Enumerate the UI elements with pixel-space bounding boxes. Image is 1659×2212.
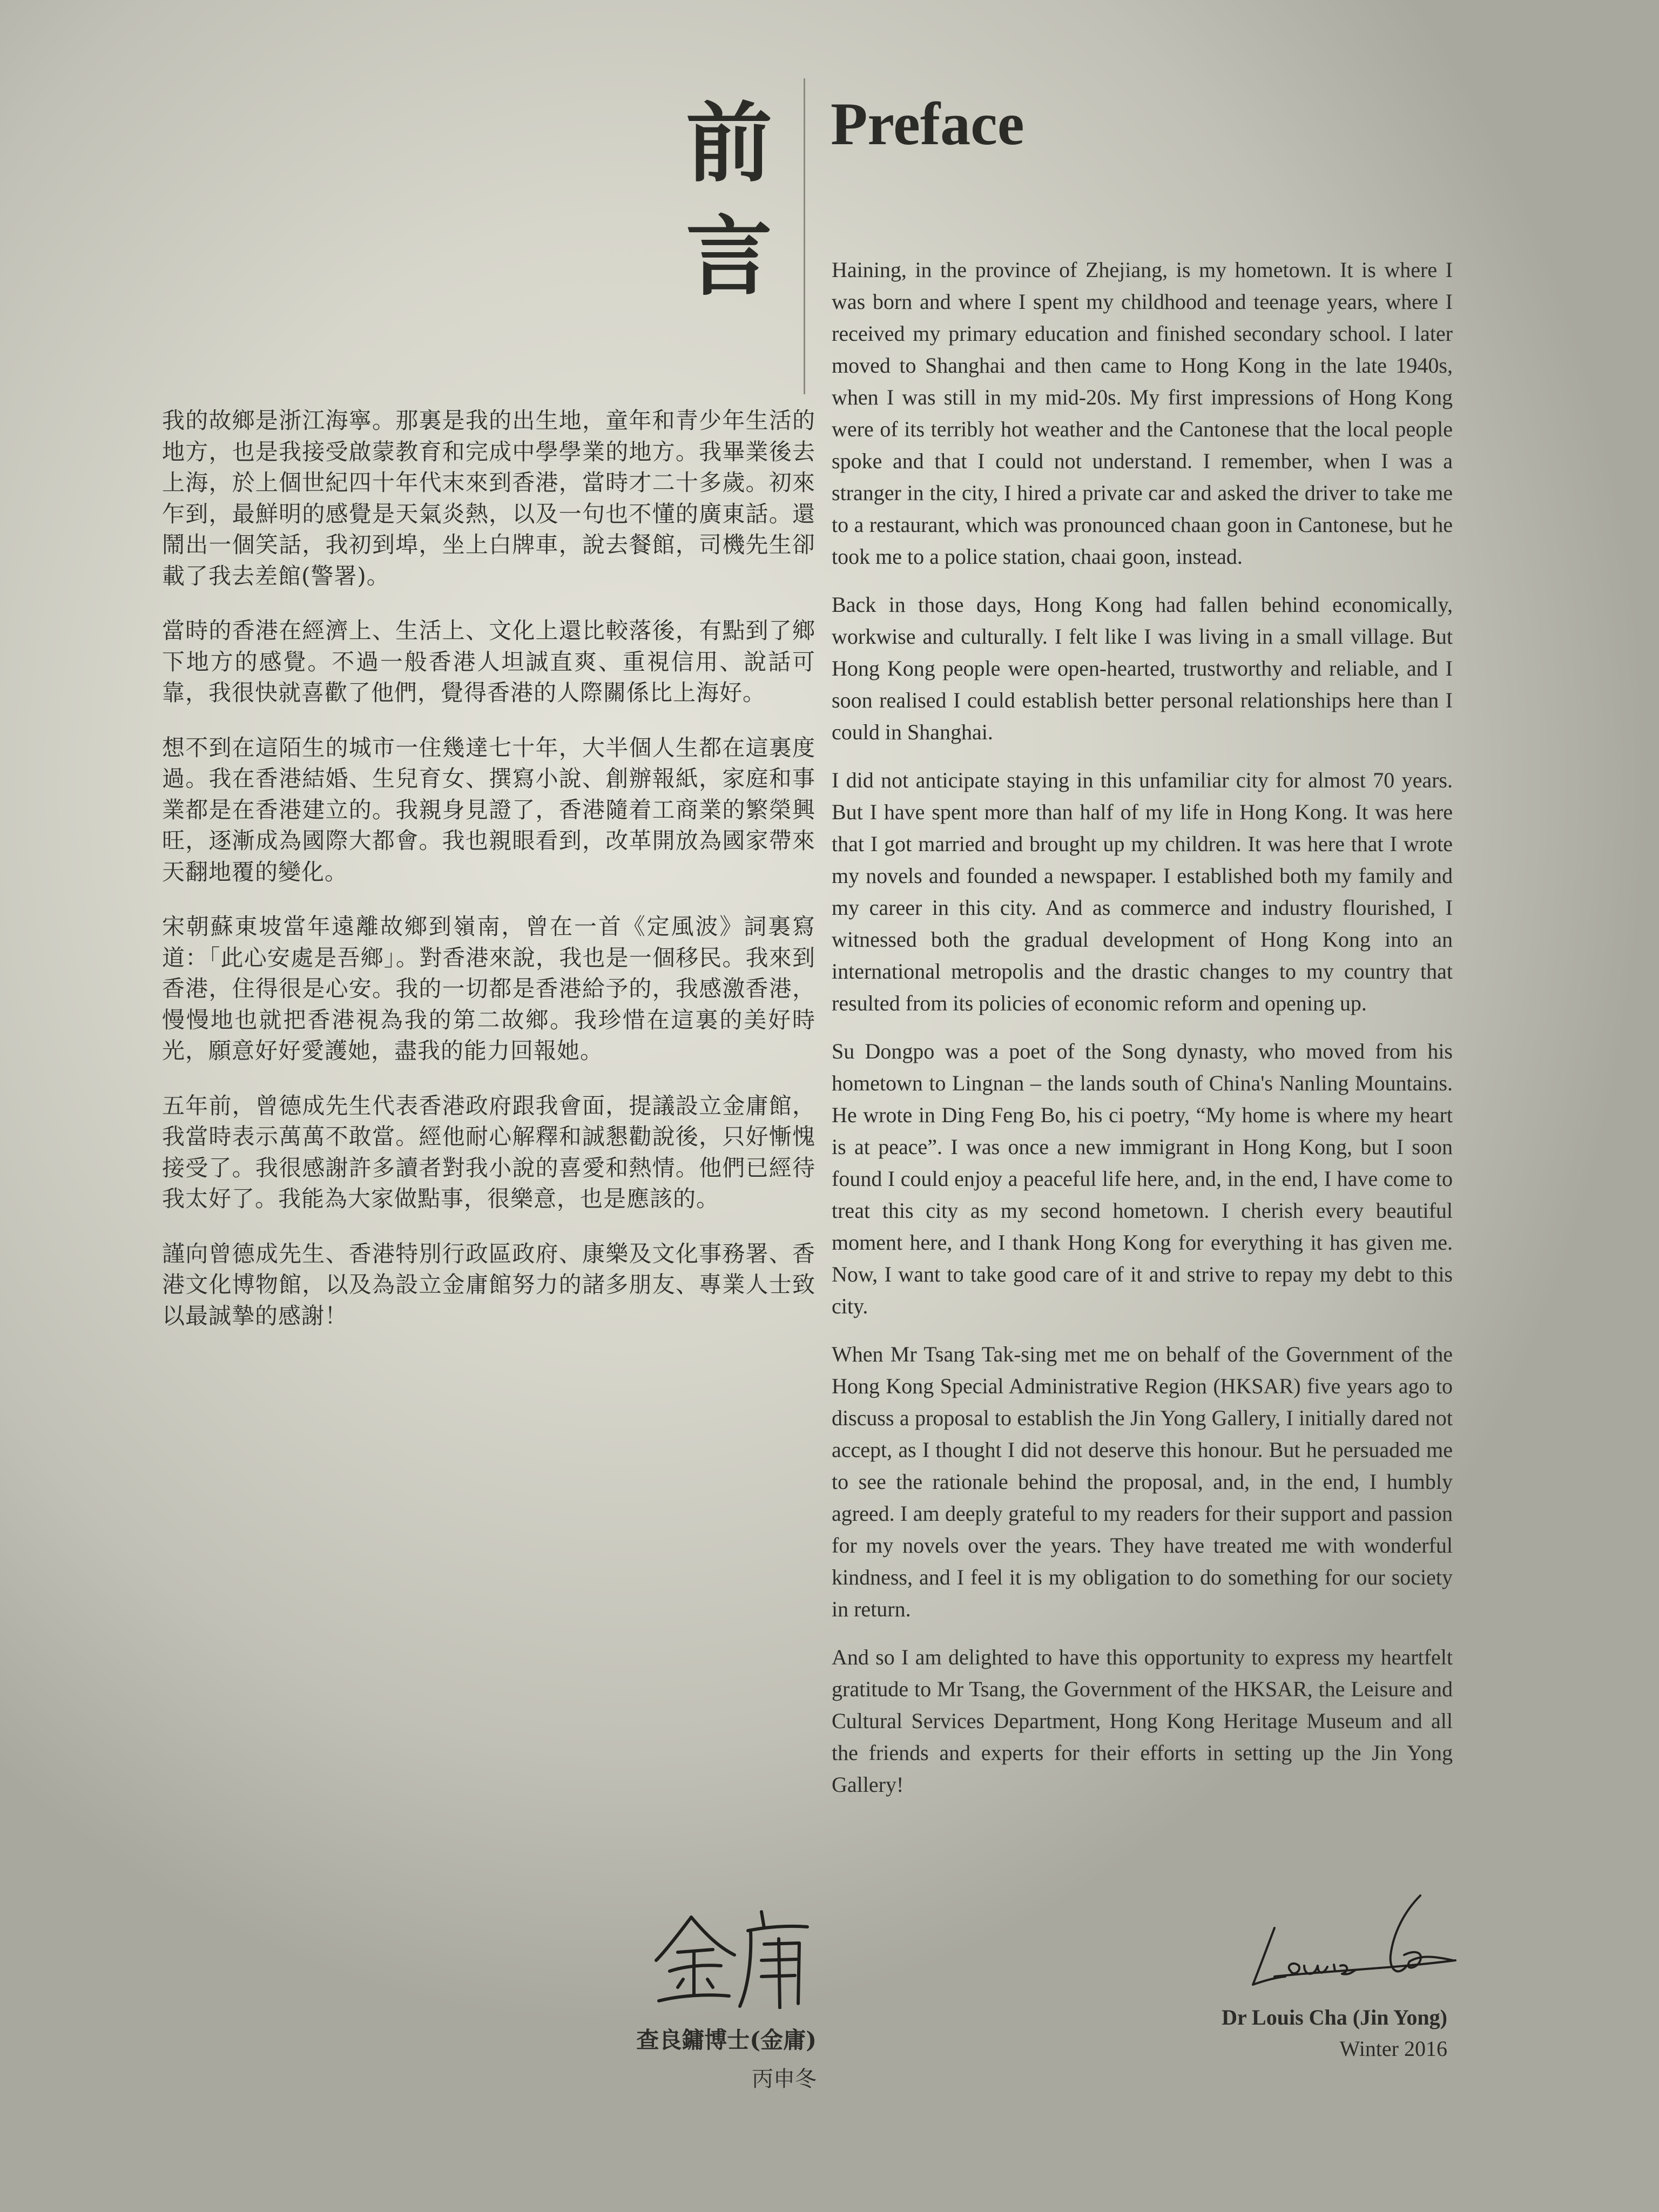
chinese-date: 丙申冬: [752, 2067, 817, 2092]
chinese-text-column: [162, 405, 815, 1355]
chinese-paragraph-3: 想不到在這陌生的城市一住幾達七十年，大半個人生都在這裏度過。我在香港結婚、生兒育女、撰寫小說、創辦報紙，家庭和事業都是在香港建立的。我親身見證了，香港隨着工商業的繁榮興旺，逐漸成為國際大都會。我也親眼看到，改革開放為國家帶來天翻地覆的變化。: [162, 734, 815, 885]
english-paragraph-4: Su Dongpo was a poet of the Song dynasty, who moved from his hometown to Lingnan – the lands south of China's Nanling Mountains. He wrote in Ding Feng Bo, his ci poetry, “My home is where my heart is at peace”. I was once a new immigrant in Hong Kong, but I soon found I could enjoy a peaceful life here, and, in the end, I have come to treat this city as my second hometown. I cherish every beautiful moment here, and I thank Hong Kong for everything it has given me. Now, I want to take good care of it and strive to repay my debt to this city.: [832, 1039, 1453, 1318]
english-paragraph-3: I did not anticipate staying in this unfamiliar city for almost 70 years. But I have spent more than half of my life in Hong Kong. It was here that I got married and brought up my children. It was here that I wrote my novels and founded a newspaper. I established both my family and my career in this city. And as commerce and industry flourished, I witnessed both the gradual development of Hong Kong into an international metropolis and the drastic changes to my country that resulted from its policies of economic reform and opening up.: [832, 768, 1453, 1015]
english-text-column: [832, 254, 1453, 1817]
english-paragraph-5: When Mr Tsang Tak-sing met me on behalf of the Government of the Hong Kong Special Administrative Region (HKSAR) five years ago to discuss a proposal to establish the Jin Yong Gallery, I initially dared not accept, as I thought I did not deserve this honour. But he persuaded me to see the rationale behind the proposal, and, in the end, I humbly agreed. I am deeply grateful to my readers for their support and passion for my novels over the years. They have treated me with wonderful kindness, and I feel it is my obligation to do something for our society in return.: [832, 1342, 1453, 1621]
chinese-signature: [653, 1901, 826, 2009]
chinese-paragraph-4: 宋朝蘇東坡當年遠離故鄉到嶺南，曾在一首《定風波》詞裏寫道：「此心安處是吾鄉」。對香港來說，我也是一個移民。我來到香港，住得很是心安。我的一切都是香港給予的，我感激香港，慢慢地也就把香港視為我的第二故鄉。我珍惜在這裏的美好時光，願意好好愛護她，盡我的能力回報她。: [162, 913, 815, 1064]
chinese-title-char-2: 言: [686, 206, 773, 307]
english-paragraph-6: And so I am delighted to have this opportunity to express my heartfelt gratitude to Mr Tsang, the Government of the HKSAR, the Leisure and Cultural Services Department, Hong Kong Heritage Museum and all the friends and experts for their efforts in setting up the Jin Yong Gallery!: [832, 1645, 1453, 1797]
chinese-paragraph-2: 當時的香港在經濟上、生活上、文化上還比較落後，有點到了鄉下地方的感覺。不過一般香港人坦誠直爽、重視信用、說話可靠，我很快就喜歡了他們，覺得香港的人際關係比上海好。: [162, 617, 815, 706]
title-divider: [804, 78, 805, 394]
english-paragraph-2: Back in those days, Hong Kong had fallen behind economically, workwise and culturally. I felt like I was living in a small village. But Hong Kong people were open-hearted, trustworthy and reliable, and I soon realised I could establish better personal relationships here than I could in Shanghai.: [832, 592, 1453, 744]
chinese-title: [686, 86, 772, 313]
english-date: Winter 2016: [1339, 2036, 1447, 2061]
chinese-paragraph-1: 我的故鄉是浙江海寧。那裏是我的出生地，童年和青少年生活的地方，也是我接受啟蒙教育和完成中學學業的地方。我畢業後去上海，於上個世紀四十年代末來到香港，當時才二十多歲。初來乍到，最鮮明的感覺是天氣炎熱，以及一句也不懂的廣東話。還鬧出一個笑話，我初到埠，坐上白牌車，說去餐館，司機先生卻載了我去差館(警署)。: [162, 407, 815, 589]
english-author-name: Dr Louis Cha (Jin Yong): [1222, 2005, 1447, 2029]
chinese-title-char-1: 前: [686, 92, 773, 194]
chinese-paragraph-5: 五年前，曾德成先生代表香港政府跟我會面，提議設立金庸館，我當時表示萬萬不敢當。經他耐心解釋和誠懇勸說後，只好慚愧接受了。我很感謝許多讀者對我小說的喜愛和熱情。他們已經待我太好了。我能為大家做點事，很樂意，也是應該的。: [162, 1092, 815, 1212]
chinese-paragraph-6: 謹向曾德成先生、香港特別行政區政府、康樂及文化事務署、香港文化博物館，以及為設立金庸館努力的諸多朋友、專業人士致以最誠摯的感謝！: [162, 1240, 815, 1329]
english-title: Preface: [831, 91, 1024, 158]
english-signature: [1242, 1890, 1458, 2009]
english-paragraph-1: Haining, in the province of Zhejiang, is my hometown. It is where I was born and where I spent my childhood and teenage years, where I received my primary education and finished secondary school. I later moved to Shanghai and then came to Hong Kong in the late 1940s, when I was still in my mid-20s. My first impressions of Hong Kong were of its terribly hot weather and the Cantonese that the local people spoke and that I could not understand. I remember, when I was a stranger in the city, I hired a private car and asked the driver to take me to a restaurant, which was pronounced chaan goon in Cantonese, but he took me to a police station, chaai goon, instead.: [832, 258, 1453, 569]
chinese-author-name: 查良鏞博士(金庸): [636, 2027, 817, 2053]
